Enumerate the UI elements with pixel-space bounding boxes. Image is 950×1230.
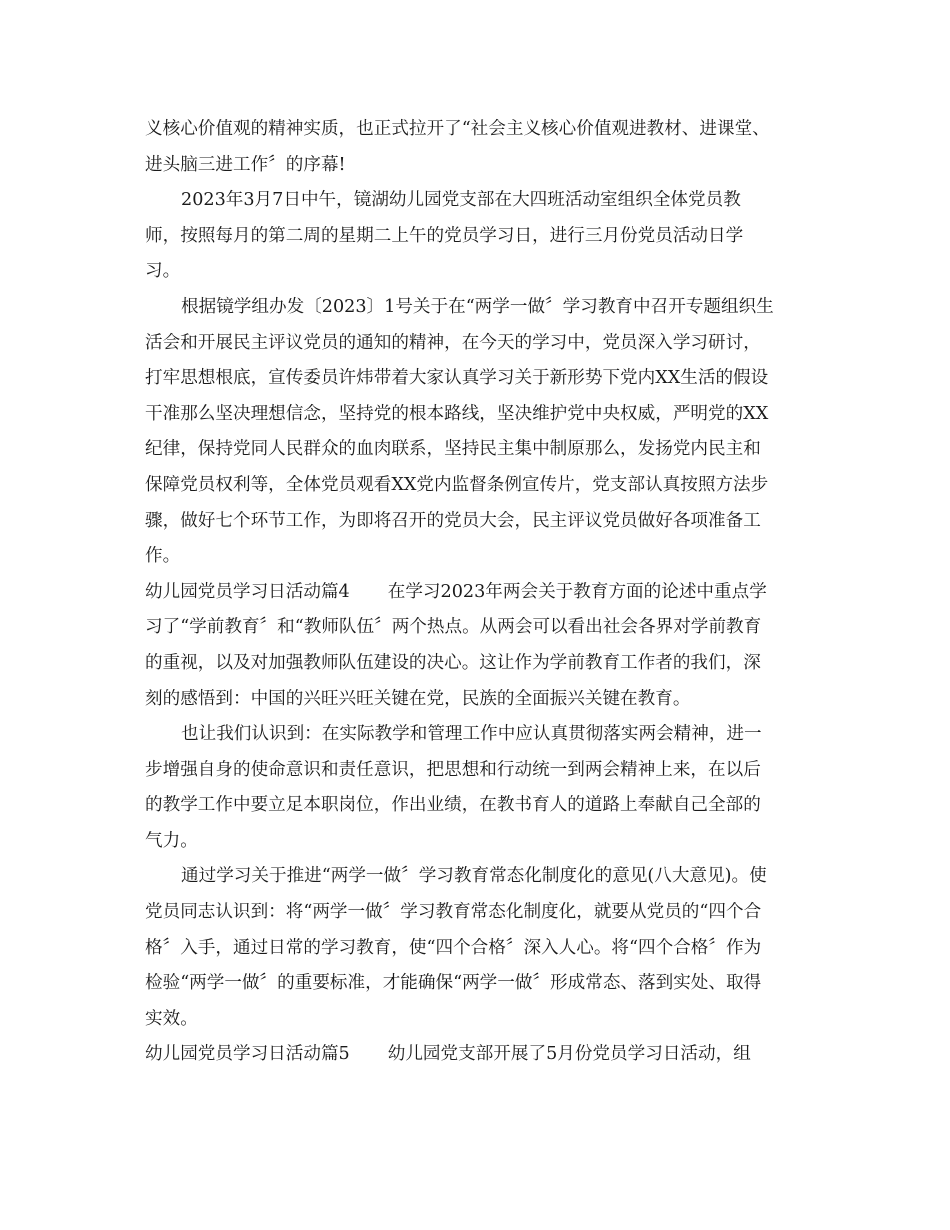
line-text: 也让我们认识到：在实际教学和管理工作中应认真贯彻落实两会精神，进一 [181, 724, 762, 745]
text-line [145, 183, 805, 219]
text-line [145, 219, 805, 255]
line-text: 习。 [145, 261, 181, 282]
text-line [145, 397, 805, 433]
section-heading-line [145, 1037, 805, 1073]
line-text: 保障党员权利等，全体党员观看XX党内监督条例宣传片，党支部认真按照方法步 [145, 474, 769, 495]
text-line [145, 290, 805, 326]
text-line [145, 610, 805, 646]
line-text: 气力。 [145, 830, 198, 851]
line-text: 实效。 [145, 1008, 198, 1029]
line-text: 通过学习关于推进“两学一做〞学习教育常态化制度化的意见(八大意见)。使 [181, 866, 767, 887]
text-line [145, 966, 805, 1002]
line-text: 干准那么坚决理想信念，坚持党的根本路线，坚决维护党中央权威，严明党的XX [145, 403, 769, 424]
line-text: 步增强自身的使命意识和责任意识，把思想和行动统一到两会精神上来，在以后 [145, 759, 761, 780]
text-line [145, 504, 805, 540]
line-text: 打牢思想根底，宣传委员许炜带着大家认真学习关于新形势下党内XX生活的假设 [145, 368, 769, 389]
text-line [145, 788, 805, 824]
text-line [145, 646, 805, 682]
line-text: 党员同志认识到：将“两学一做〞学习教育常态化制度化，就要从党员的“四个合 [145, 902, 762, 923]
line-text: 作。 [145, 546, 181, 567]
text-line [145, 432, 805, 468]
text-line [145, 824, 805, 860]
line-text: 在学习2023年两会关于教育方面的论述中重点学 [387, 581, 767, 602]
line-text: 幼儿园党支部开展了5月份党员学习日活动，组 [387, 1044, 751, 1065]
text-line [145, 361, 805, 397]
text-line [145, 468, 805, 504]
text-line [145, 539, 805, 575]
section-heading: 幼儿园党员学习日活动篇4 [145, 581, 350, 602]
line-text: 根据镜学组办发〔2023〕1号关于在“两学一做〞学习教育中召开专题组织生 [181, 296, 774, 317]
text-line [145, 682, 805, 718]
text-line [145, 326, 805, 362]
text-line [145, 148, 805, 184]
line-text: 进头脑三进工作〞的序幕! [145, 154, 346, 175]
line-text: 的重视，以及对加强教师队伍建设的决心。这让作为学前教育工作者的我们，深 [145, 652, 761, 673]
text-line [145, 1002, 805, 1038]
text-line [145, 895, 805, 931]
text-line [145, 753, 805, 789]
line-text: 骤，做好七个环节工作，为即将召开的党员大会，民主评议党员做好各项准备工 [145, 510, 761, 531]
line-text: 的教学工作中要立足本职岗位，作出业绩，在教书育人的道路上奉献自己全部的 [145, 795, 761, 816]
line-text: 习了“学前教育〞和“教师队伍〞两个热点。从两会可以看出社会各界对学前教育 [145, 617, 762, 638]
line-text: 师，按照每月的第二周的星期二上午的党员学习日，进行三月份党员活动日学 [145, 225, 744, 246]
document-body [145, 112, 805, 1073]
line-text: 义核心价值观的精神实质，也正式拉开了“社会主义核心价值观进教材、进课堂、 [145, 119, 770, 139]
text-line [145, 112, 805, 148]
section-heading-line [145, 575, 805, 611]
text-line [145, 254, 805, 290]
line-text: 格〞入手，通过日常的学习教育，使“四个合格〞深入人心。将“四个合格〞作为 [145, 937, 762, 958]
line-text: 检验“两学一做〞的重要标准，才能确保“两学一做〞形成常态、落到实处、取得 [145, 973, 762, 994]
text-line [145, 931, 805, 967]
line-text: 活会和开展民主评议党员的通知的精神，在今天的学习中，党员深入学习研讨， [145, 332, 761, 353]
line-text: 刻的感悟到：中国的兴旺兴旺关键在党，民族的全面振兴关键在教育。 [145, 688, 691, 709]
line-text: 2023年3月7日中午，镜湖幼儿园党支部在大四班活动室组织全体党员教 [181, 190, 741, 211]
text-line [145, 859, 805, 895]
line-text: 纪律，保持党同人民群众的血肉联系，坚持民主集中制原那么，发扬党内民主和 [145, 439, 761, 460]
text-line [145, 717, 805, 753]
section-heading: 幼儿园党员学习日活动篇5 [145, 1044, 350, 1065]
